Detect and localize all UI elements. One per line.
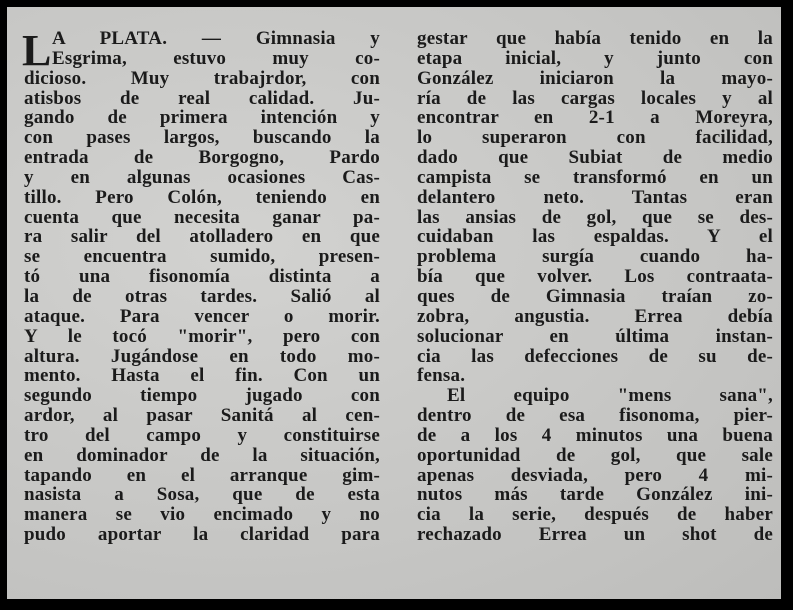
text-line: González iniciaron la mayo- [417, 67, 773, 89]
text-line: la de otras tardes. Salió al [24, 285, 380, 307]
text-line: tro del campo y constituirse [24, 424, 380, 446]
left-column [22, 26, 380, 546]
text-line: en dominador de la situación, [24, 444, 380, 466]
text-line: ataque. Para vencer o morir. [24, 305, 380, 327]
text-line: pudo aportar la claridad para [24, 524, 380, 546]
text-line: apenas desviada, pero 4 mi- [417, 464, 773, 486]
text-line: nutos más tarde González ini- [417, 484, 773, 506]
text-line: El equipo "mens sana", [447, 385, 773, 407]
text-line: gando de primera intención y [24, 107, 380, 129]
text-line: tó una fisonomía distinta a [24, 266, 380, 288]
text-line: solucionar en última instan- [417, 325, 773, 347]
text-line: dentro de esa fisonoma, pier- [417, 405, 773, 427]
text-line: cia las defecciones de su de- [417, 345, 773, 367]
text-line: Y le tocó "morir", pero con [24, 325, 380, 347]
text-line: con pases largos, buscando la [24, 127, 380, 149]
text-line: oportunidad de gol, que sale [417, 444, 773, 466]
text-line: entrada de Borgogno, Pardo [24, 147, 380, 169]
text-line: lo superaron con facilidad, [417, 127, 773, 149]
text-line: campista se transformó en un [417, 166, 773, 188]
text-line: problema surgía cuando ha- [417, 246, 773, 268]
drop-cap: L [22, 26, 52, 75]
text-line: las ansias de gol, que se des- [417, 206, 773, 228]
text-line: cia la serie, después de haber [417, 504, 773, 526]
text-line: de a los 4 minutos una buena [417, 424, 773, 446]
text-line: tapando en el arranque gim- [24, 464, 380, 486]
text-line: tillo. Pero Colón, teniendo en [24, 186, 380, 208]
text-line: ques de Gimnasia traían zo- [417, 285, 773, 307]
text-line: manera se vio encimado y no [24, 504, 380, 526]
text-line: altura. Jugándose en todo mo- [24, 345, 380, 367]
text-line: bía que volver. Los contraata- [417, 266, 773, 288]
text-line: dado que Subiat de medio [417, 147, 773, 169]
text-line: dicioso. Muy trabajrdor, con [24, 67, 380, 89]
text-line: etapa inicial, y junto con [417, 47, 773, 69]
text-line: atisbos de real calidad. Ju- [24, 87, 380, 109]
text-line: y en algunas ocasiones Cas- [24, 166, 380, 188]
text-line: A PLATA. — Gimnasia y [52, 28, 380, 49]
text-line: mento. Hasta el fin. Con un [24, 365, 380, 387]
text-line: ría de las cargas locales y al [417, 87, 773, 109]
right-column [417, 29, 773, 545]
text-line: gestar que había tenido en la [417, 28, 773, 49]
text-line: ra salir del atolladero en que [24, 226, 380, 248]
text-line: cuidaban las espaldas. Y el [417, 226, 773, 248]
text-line: nasista a Sosa, que de esta [24, 484, 380, 506]
newspaper-clipping [7, 7, 781, 599]
text-line: segundo tiempo jugado con [24, 385, 380, 407]
text-line: rechazado Errea un shot de [417, 524, 773, 546]
text-line: ardor, al pasar Sanitá al cen- [24, 405, 380, 427]
text-line: se encuentra sumido, presen- [24, 246, 380, 268]
text-line: zobra, angustia. Errea debía [417, 305, 773, 327]
text-line: encontrar en 2-1 a Moreyra, [417, 107, 773, 129]
text-line: Esgrima, estuvo muy co- [52, 47, 380, 69]
text-line: cuenta que necesita ganar pa- [24, 206, 380, 228]
text-line: fensa. [417, 365, 466, 387]
text-line: delantero neto. Tantas eran [417, 186, 773, 208]
